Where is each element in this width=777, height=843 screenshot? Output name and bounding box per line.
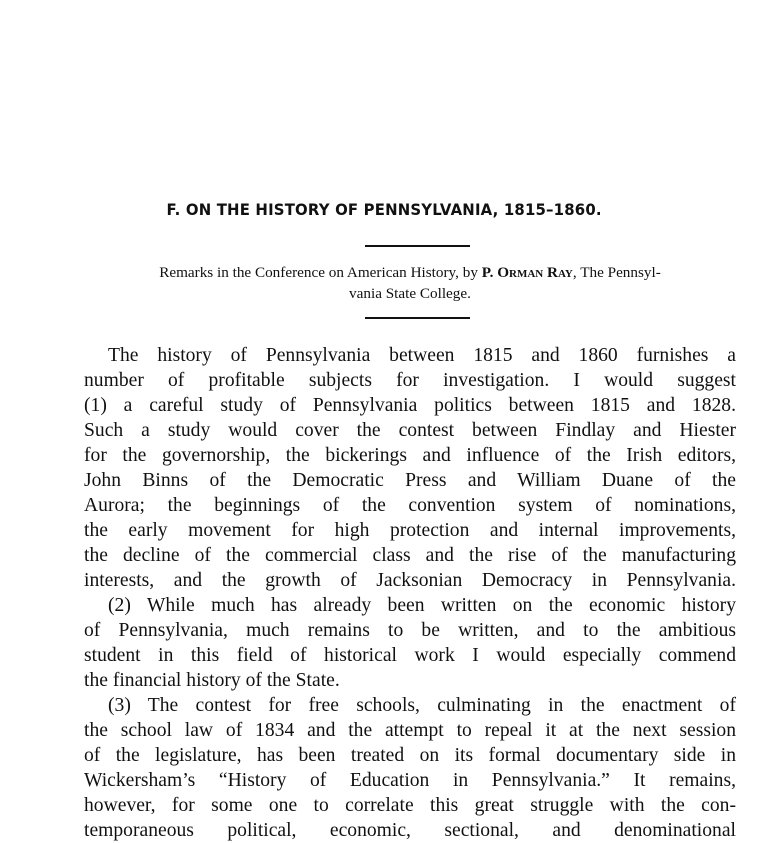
text-line: (2) While much has already been written on the economic history [108,595,736,616]
text-line: however, for some one to correlate this great struggle with the con- [84,795,736,816]
text-line: the school law of 1834 and the attempt to repeal it at the next session [84,720,736,741]
text-line: The history of Pennsylvania between 1815 and 1860 furnishes a [108,345,736,366]
text-line: interests, and the growth of Jacksonian Democracy in Pennsylvania. [84,570,736,591]
paragraph-2 [84,593,736,693]
byline-author: P. Orman Ray [481,264,573,281]
text-line: for the governorship, the bickerings and influence of the Irish editors, [84,445,736,466]
text-line: Aurora; the beginnings of the convention system of nominations, [84,495,736,516]
text-line: of the legislature, has been treated on its formal documentary side in [84,745,736,766]
paragraph-1 [84,343,736,593]
body-text [84,343,736,843]
text-line: the financial history of the State. [84,670,340,691]
text-line: Wickersham’s “History of Education in Pennsylvania.” It remains, [84,770,736,791]
horizontal-rule-top [365,245,470,247]
text-line: (3) The contest for free schools, culminating in the enactment of [108,695,736,716]
text-line: of Pennsylvania, much remains to be written, and to the ambitious [84,620,736,641]
text-line: (1) a careful study of Pennsylvania politics between 1815 and 1828. [84,395,736,416]
text-line: John Binns of the Democratic Press and William Duane of the [84,470,736,491]
byline-affiliation-2: vania State College. [349,285,471,302]
byline [84,262,736,304]
text-line: temporaneous political, economic, sectional, and denominational [84,820,736,841]
text-line: Such a study would cover the contest between Findlay and Hiester [84,420,736,441]
paragraph-3 [84,693,736,843]
horizontal-rule-bottom [365,317,470,319]
byline-prefix: Remarks in the Conference on American History, by [159,264,482,281]
section-title: F. ON THE HISTORY OF PENNSYLVANIA, 1815–1860. [166,200,602,219]
byline-affiliation-1: , The Pennsyl- [572,264,661,281]
text-line: the early movement for high protection and internal improvements, [84,520,736,541]
text-line: student in this field of historical work I would especially commend [84,645,736,666]
text-line: the decline of the commercial class and the rise of the manufacturing [84,545,736,566]
text-line: number of profitable subjects for investigation. I would suggest [84,370,736,391]
